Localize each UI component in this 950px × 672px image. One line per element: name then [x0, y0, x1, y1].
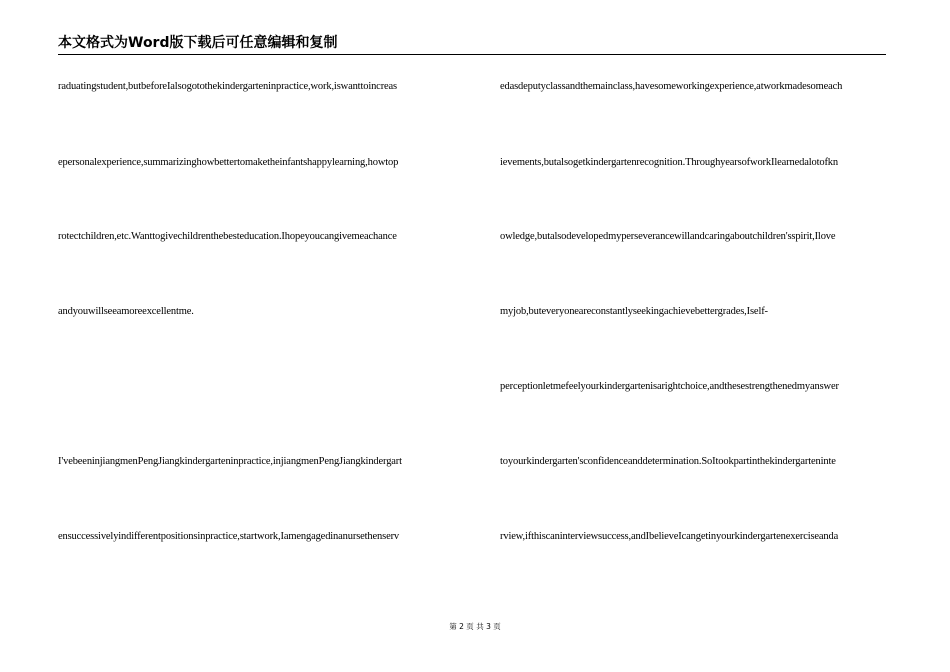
text-line: I'vebeeninjiangmenPengJiangkindergarteninpractice,injiangmenPengJiangkindergart: [58, 456, 402, 467]
right-text-column: [500, 0, 888, 672]
text-line: rotectchildren,etc.Wanttogivechildrenthebesteducation.Ihopeyoucangivemeachance: [58, 231, 397, 242]
text-line: andyouwillseeamoreexcellentme.: [58, 306, 194, 317]
header-title: 本文格式为Word版下载后可任意编辑和复制: [58, 35, 338, 51]
text-line: edasdeputyclassandthemainclass,havesomeworkingexperience,atworkmadesomeach: [500, 81, 843, 92]
text-line: ensuccessivelyindifferentpositionsinpractice,startwork,Iamengagedinanursethenserv: [58, 531, 400, 542]
text-line: owledge,butalsodevelopedmyperseverancewillandcaringaboutchildren'sspirit,Ilove: [500, 231, 836, 242]
page-footer: [0, 622, 950, 632]
page-number: 第 2 页 共 3 页: [449, 622, 501, 631]
text-line: myjob,buteveryoneareconstantlyseekingachievebettergrades,Iself-: [500, 306, 768, 317]
text-line: rview,ifthiscaninterviewsuccess,andIbelieveIcangetinyourkindergartenexerciseanda: [500, 531, 839, 542]
text-line: raduatingstudent,butbeforeIalsogotothekindergarteninpractice,work,iswanttoincreas: [58, 81, 397, 92]
left-text-column: [58, 0, 464, 672]
text-line: ievements,butalsogetkindergartenrecognition.ThroughyearsofworkIlearnedalotofkn: [500, 157, 838, 168]
text-line: toyourkindergarten'sconfidenceanddetermination.SoItookpartinthekindergartenintе: [500, 456, 836, 467]
text-line: epersonalexperience,summarizinghowbettertomaketheinfantshappylearning,howtop: [58, 157, 399, 168]
text-line: perceptionletmefeelyourkindergartenisarightchoice,andthesestrengthenedmyanswer: [500, 381, 839, 392]
